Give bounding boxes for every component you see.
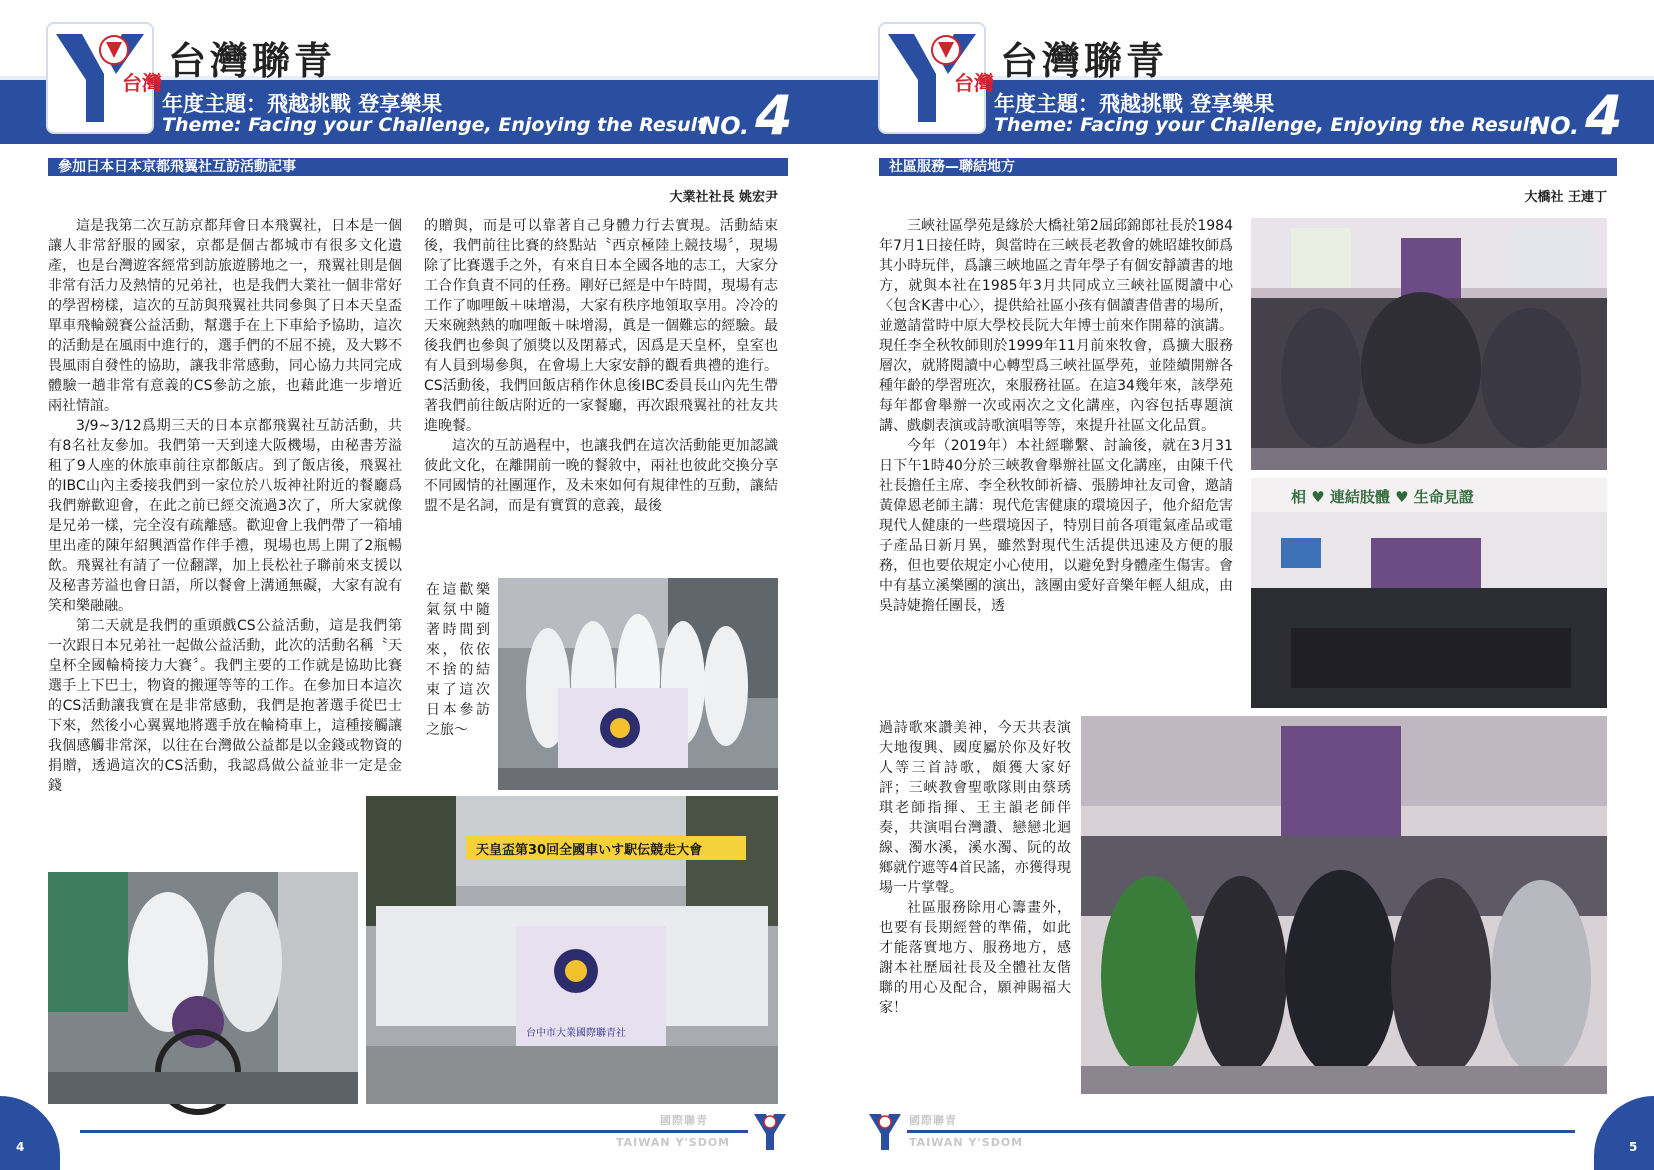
large-group-photo [1081, 716, 1607, 1094]
footer-corner [0, 1096, 60, 1170]
issue-digit: 4 [755, 84, 793, 147]
y-logo [46, 22, 162, 134]
youth-group-photo [1251, 218, 1607, 470]
church-banner-text: 相 ♥ 連結肢體 ♥ 生命見證 [1291, 488, 1474, 506]
masthead-title: 台灣聯青 [1000, 38, 1169, 83]
y-logo-icon [884, 28, 994, 128]
y-logo-icon [52, 28, 162, 128]
paragraph: 三峽社區學苑是緣於大橋社第2屆邱錦郎社長於1984年7月1日接任時，與當時在三峽長老教會的姚昭雄牧師爲其小時玩伴，爲讓三峽地區之青年學子有個安靜讀書的地方，就與本社在1985年3月共同成立三峽社區閱讀中心〈包含K書中心〉，提供給社區小孩有個讀書借書的場所，並邀請當時中原大學校長阮大年博士前來作開幕的演講。現任李全秋牧師則於1999年11月前來牧會，爲擴大服務層次，就將閱讀中心轉型爲三峽社區學苑，並陸續開辦各種年齡的學習班次，來服務社區。在這34幾年來，該學苑每年都會舉辦一次或兩次之文化講座，內容包括專題演講、戲劇表演或詩歌演唱等等，來提升社區文化品質。 [879, 218, 1233, 434]
theme-zh: 年度主題：飛越挑戰 登享樂果 [994, 92, 1275, 116]
theme-zh: 年度主題：飛越挑戰 登享樂果 [162, 92, 443, 116]
article-column-1 [48, 216, 402, 866]
paragraph: 3/9~3/12爲期三天的日本京都飛翼社互訪活動，共有8名社友參加。我們第一天到達大阪機場，由秘書芳溢租了9人座的休旅車前往京都飯店。到了飯店後，飛翼社的IBC山內主委接我們到一家位於八坂神社附近的餐廳爲我們辦歡迎會，在此之前已經交流過3次了，所大家就像是兄弟一樣，完全沒有疏離感。歡迎會上我們帶了一箱埔里出產的陳年紹興酒當作伴手禮，現場也馬上開了2瓶暢飲。飛翼社有請了一位翻譯，加上長松社子聯前來支援以及秘書芳溢也會日語，所以餐會上溝通無礙，大家有說有笑和樂融融。 [48, 418, 402, 614]
svg-text:台灣: 台灣 [122, 71, 162, 95]
masthead-title: 台灣聯青 [168, 38, 337, 83]
choir-photo [1251, 478, 1607, 708]
paragraph: 這次的互訪過程中，也讓我們在這次活動能更加認識彼此文化，在離開前一晚的餐敘中，兩社也彼此交換分享不同國情的社團運作，及未來如何有規律性的互動，讓結盟不是名詞，而是有實質的意義，最後 [424, 438, 778, 514]
byline: 大橋社 王連丁 [1524, 190, 1607, 205]
issue-label: NO. [700, 112, 750, 140]
section-title: 參加日本日本京都飛翼社互訪活動記事 [48, 158, 788, 176]
issue-label: NO. [1530, 112, 1580, 140]
article-column-2-tail: 在這歡樂氣氛中隨著時間到來，依依不捨的結束了這次日本參訪之旅～ [426, 582, 490, 738]
paragraph: 這是我第二次互訪京都拜會日本飛翼社，日本是一個讓人非常舒服的國家，京都是個古都城市有很多文化遺產，也是台灣遊客經常到訪旅遊勝地之一，飛翼社則是個非常有活力及熱情的兄弟社，也是我們大業社一個非常好的學習榜樣，這次的互訪與飛翼社共同參與了日本天皇盃單車飛輪競賽公益活動，幫選手在上下車給予協助，這次的活動是在風雨中進行的，選手們的不屈不撓，及大夥不畏風雨自發性的協助，讓我非常感動，同心協力共同完成體驗一趟非常有意義的CS參訪之旅，也藉此進一步增近兩社情誼。 [48, 218, 402, 414]
article-column-2 [879, 718, 1071, 1066]
page-right [827, 0, 1654, 1170]
page-number: 4 [16, 1140, 25, 1154]
footer-corner [1594, 1096, 1654, 1170]
article-column-2 [424, 216, 778, 580]
footer-brand-en: TAIWAN Y'SDOM [909, 1136, 1024, 1149]
byline: 大業社社長 姚宏尹 [669, 190, 778, 205]
group-banner-photo [366, 796, 778, 1104]
wheelchair-photo [48, 872, 358, 1104]
flag-caption: 台中市大業國際聯青社 [526, 1028, 626, 1039]
footer-y-icon [867, 1112, 903, 1152]
event-banner-text: 天皇盃第30回全國車いす駅伝競走大會 [476, 843, 703, 858]
article-column-1 [879, 216, 1233, 718]
footer-line [80, 1130, 748, 1133]
paragraph: 第二天就是我們的重頭戲CS公益活動，這是我們第一次跟日本兄弟社一起做公益活動，此次的活動名稱〝天皇杯全國輪椅接力大賽〞。我們主要的工作就是協助比賽選手上下巴士，物資的搬運等等的工作。在參加日本這次的CS活動讓我實在是非常感動，我們是抱著選手從巴士下來，然後小心翼翼地將選手放在輪椅車上，這種接觸讓我個感觸非常深，以往在台灣做公益都是以金錢或物資的捐贈，透過這次的CS活動，我認爲做公益並非一定是金錢 [48, 618, 402, 794]
y-logo [878, 22, 994, 134]
issue-number [700, 84, 793, 147]
footer-brand-en: TAIWAN Y'SDOM [616, 1136, 731, 1149]
issue-digit: 4 [1585, 84, 1623, 147]
paragraph: 過詩歌來讚美神，今天共表演大地復興、國度屬於你及好牧人等三首詩歌，頗獲大家好評；三峽教會聖歌隊則由蔡琇琪老師指揮、王主韻老師伴奏，共演唱台灣讚、戀戀北迴線、濁水溪，溪水濁、阮的故鄉就佇遮等4首民謠，亦獲得現場一片掌聲。 [879, 720, 1071, 896]
section-title: 社區服務—聯結地方 [879, 158, 1617, 176]
theme-en: Theme: Facing your Challenge, Enjoying the Result [994, 114, 1539, 136]
footer-line [907, 1130, 1575, 1133]
paragraph: 今年（2019年）本社經聯繫、討論後，就在3月31日下午1時40分於三峽教會舉辦社區文化講座，由陳千代社長擔任主席、李全秋牧師祈禱、張勝坤社友司會，邀請黃偉恩老師主講：現代危害健康的環境因子，他介紹危害現代人健康的一些環境因子，特別目前各項電氣產品或電子產品日新月異，雖然對現代生活提供迅速及方便的服務，但也要依規定小心使用，以避免對身體產生傷害。會中有基立溪樂團的演出，該團由愛好音樂年輕人組成，由吳詩婕擔任團長，透 [879, 438, 1233, 614]
footer-y-icon [752, 1112, 788, 1152]
page-number: 5 [1629, 1140, 1638, 1154]
footer-brand-zh: 國際聯青 [660, 1114, 708, 1127]
footer-brand-zh: 國際聯青 [909, 1114, 957, 1127]
paragraph: 的贈與，而是可以靠著自己身體力行去實現。活動結束後，我們前往比賽的終點站〝西京極陸上競技場〞，現場除了比賽選手之外，有來自日本全國各地的志工，大家分工合作負責不同的任務。剛好已經是中午時間，現場有志工作了咖哩飯＋味增湯，大家有秩序地領取享用。冷冷的天來碗熱熱的咖哩飯＋味增湯，眞是一個難忘的經驗。最後我們也參與了頒獎以及閉幕式，因爲是天皇杯，皇室也有人員到場參與，在會場上大家安靜的觀看典禮的進行。CS活動後，我們回飯店稍作休息後IBC委員長山內先生帶著我們前往飯店附近的一家餐廳，再次跟飛翼社的社友共進晚餐。 [424, 218, 778, 434]
svg-text:台灣: 台灣 [954, 71, 994, 95]
group-flag-photo [498, 578, 778, 790]
issue-number [1530, 84, 1623, 147]
theme-en: Theme: Facing your Challenge, Enjoying the Result [162, 114, 707, 136]
paragraph: 社區服務除用心籌畫外，也要有長期經營的準備，如此才能落實地方、服務地方，感謝本社歷屆社長及全體社友偕聯的用心及配合，願神賜福大家！ [879, 900, 1071, 1016]
